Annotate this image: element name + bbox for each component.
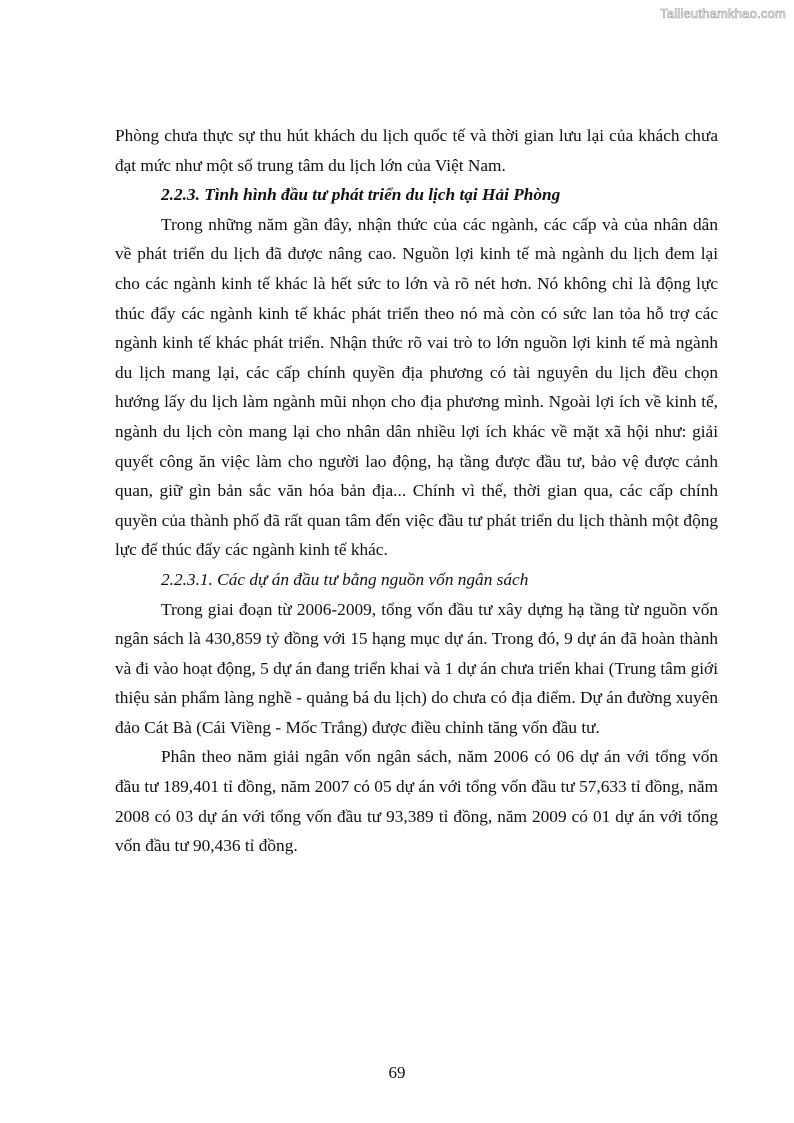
paragraph-budget-projects: Trong giai đoạn từ 2006-2009, tổng vốn đầu tư xây dựng hạ tầng từ nguồn vốn ngân sách là 430,859 tỷ đồng với 15 hạng mục dự án. Trong đó, 9 dự án đã hoàn thành và đi vào hoạt động, 5 dự án đang triển khai và 1 dự án chưa triển khai (Trung tâm giới thiệu sản phẩm làng nghề - quảng bá du lịch) do chưa có địa điểm. Dự án đường xuyên đảo Cát Bà (Cái Viềng - Mốc Trắng) được điều chỉnh tăng vốn đầu tư. (115, 599, 718, 737)
paragraph-budget-by-year: Phân theo năm giải ngân vốn ngân sách, năm 2006 có 06 dự án với tổng vốn đầu tư 189,401 tỉ đồng, năm 2007 có 05 dự án với tổng vốn đầu tư 57,633 tỉ đồng, năm 2008 có 03 dự án với tổng vốn đầu tư 93,389 tỉ đồng, năm 2009 có 01 dự án với tổng vốn đầu tư 90,436 tỉ đồng. (115, 747, 718, 856)
page-number: 69 (388, 1063, 406, 1082)
watermark-text: Tailieuthamkhao.com (660, 6, 786, 21)
document-body (115, 121, 718, 861)
paragraph-intro: Trong những năm gần đây, nhận thức của các ngành, các cấp và của nhân dân về phát triển du lịch đã được nâng cao. Nguồn lợi kinh tế mà ngành du lịch đem lại cho các ngành kinh tế khác là hết sức to lớn và rõ nét hơn. Nó không chỉ là động lực thúc đẩy các ngành kinh tế khác phát triển theo nó mà còn có sức lan tỏa hỗ trợ các ngành kinh tế khác phát triển. Nhận thức rõ vai trò to lớn nguồn lợi kinh tế mà ngành du lịch mang lại, các cấp chính quyền địa phương có tài nguyên du lịch đều chọn hướng lấy du lịch làm ngành mũi nhọn cho địa phương mình. Ngoài lợi ích về kinh tế, ngành du lịch còn mang lại cho nhân dân nhiều lợi ích khác về mặt xã hội như: giải quyết công ăn việc làm cho người lao động, hạ tầng được đầu tư, bảo vệ được cảnh quan, giữ gìn bản sắc văn hóa bản địa... Chính vì thế, thời gian qua, các cấp chính quyền của thành phố đã rất quan tâm đến việc đầu tư phát triển du lịch thành một động lực để thúc đẩy các ngành kinh tế khác. (115, 214, 718, 560)
section-heading: 2.2.3. Tình hình đầu tư phát triển du lịch tại Hải Phòng (161, 185, 561, 205)
subsection-heading: 2.2.3.1. Các dự án đầu tư bằng nguồn vốn ngân sách (161, 569, 529, 589)
paragraph-continuation: Phòng chưa thực sự thu hút khách du lịch quốc tế và thời gian lưu lại của khách chưa đạt mức như một số trung tâm du lịch lớn của Việt Nam. (115, 126, 718, 175)
